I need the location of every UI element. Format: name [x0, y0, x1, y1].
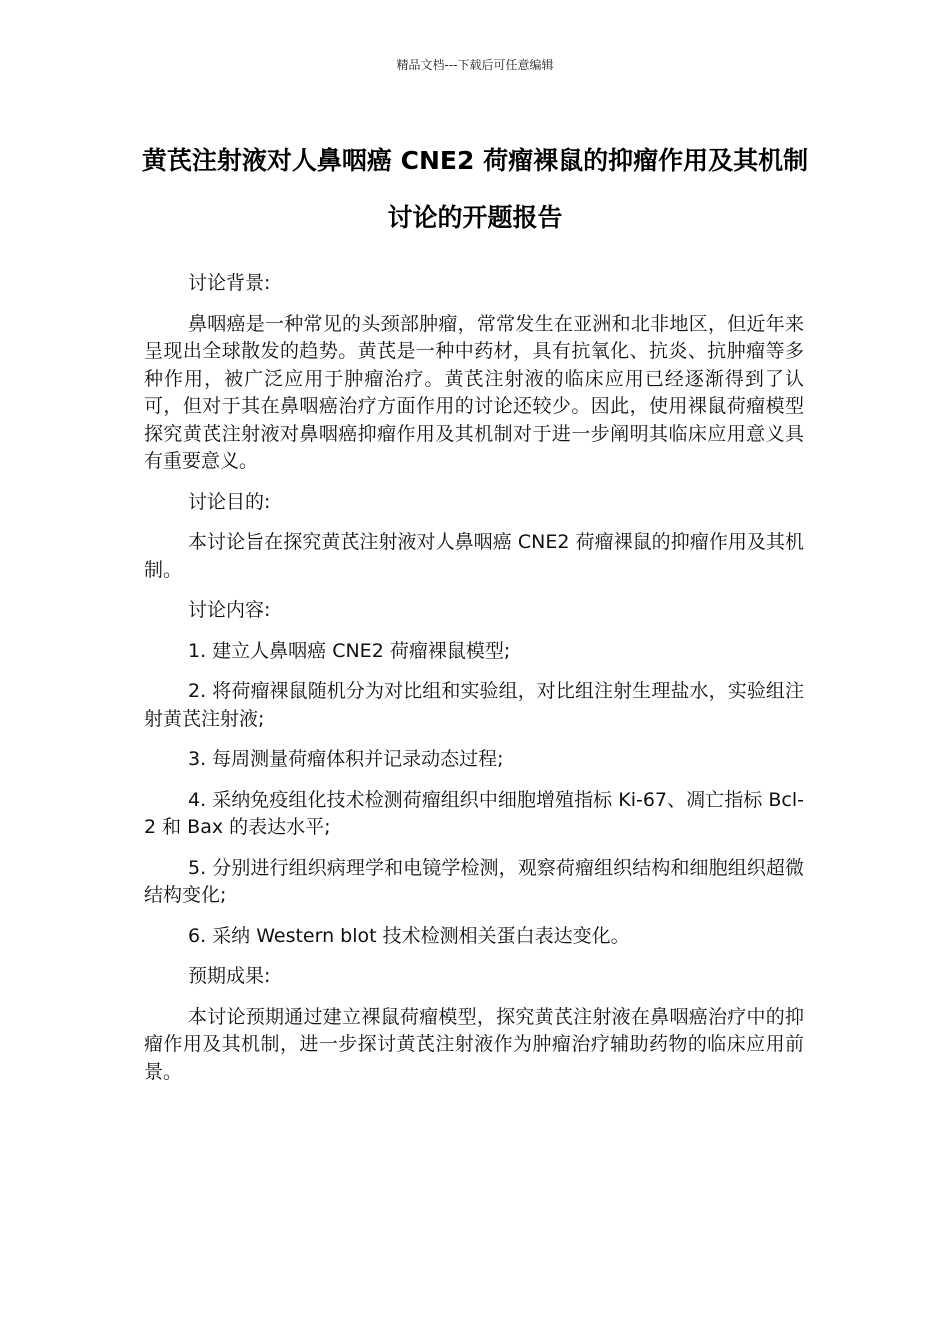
purpose-heading: 讨论目的: [188, 490, 271, 513]
background-heading: 讨论背景: [188, 272, 271, 294]
content-item-3: 3. 每周测量荷瘤体积并记录动态过程; [188, 748, 504, 770]
content-heading: 讨论内容: [188, 599, 271, 621]
page-header: 精品文档---下载后可任意编辑 [396, 58, 554, 72]
content-item-6: 6. 采纳 Western blot 技术检测相关蛋白表达变化。 [188, 924, 630, 947]
content-item-2: 2. 将荷瘤裸鼠随机分为对比组和实验组，对比组注射生理盐水，实验组注射黄芪注射液; [144, 680, 804, 730]
purpose-paragraph: 本讨论旨在探究黄芪注射液对人鼻咽癌 CNE2 荷瘤裸鼠的抑瘤作用及其机制。 [144, 531, 804, 581]
content-item-1: 1. 建立人鼻咽癌 CNE2 荷瘤裸鼠模型; [188, 639, 511, 662]
document-title: 黄芪注射液对人鼻咽癌 CNE2 荷瘤裸鼠的抑瘤作用及其机制讨论的开题报告 [141, 146, 809, 232]
content-item-5: 5. 分别进行组织病理学和电镜学检测，观察荷瘤组织结构和细胞组织超微结构变化; [144, 856, 804, 906]
background-paragraph: 鼻咽癌是一种常见的头颈部肿瘤，常常发生在亚洲和北非地区，但近年来呈现出全球散发的趋势。黄芪是一种中药材，具有抗氧化、抗炎、抗肿瘤等多种作用，被广泛应用于肿瘤治疗。黄芪注射液的临床应用已经逐渐得到了认可，但对于其在鼻咽癌治疗方面作用的讨论还较少。因此，使用裸鼠荷瘤模型探究黄芪注射液对鼻咽癌抑瘤作用及其机制对于进一步阐明其临床应用意义具有重要意义。 [144, 312, 804, 472]
document-body [144, 270, 804, 1099]
results-heading: 预期成果: [188, 965, 271, 987]
content-item-4: 4. 采纳免疫组化技术检测荷瘤组织中细胞增殖指标 Ki-67、凋亡指标 Bcl-2 和 Bax 的表达水平; [144, 788, 804, 838]
results-paragraph: 本讨论预期通过建立裸鼠荷瘤模型，探究黄芪注射液在鼻咽癌治疗中的抑瘤作用及其机制，进一步探讨黄芪注射液作为肿瘤治疗辅助药物的临床应用前景。 [144, 1005, 804, 1083]
